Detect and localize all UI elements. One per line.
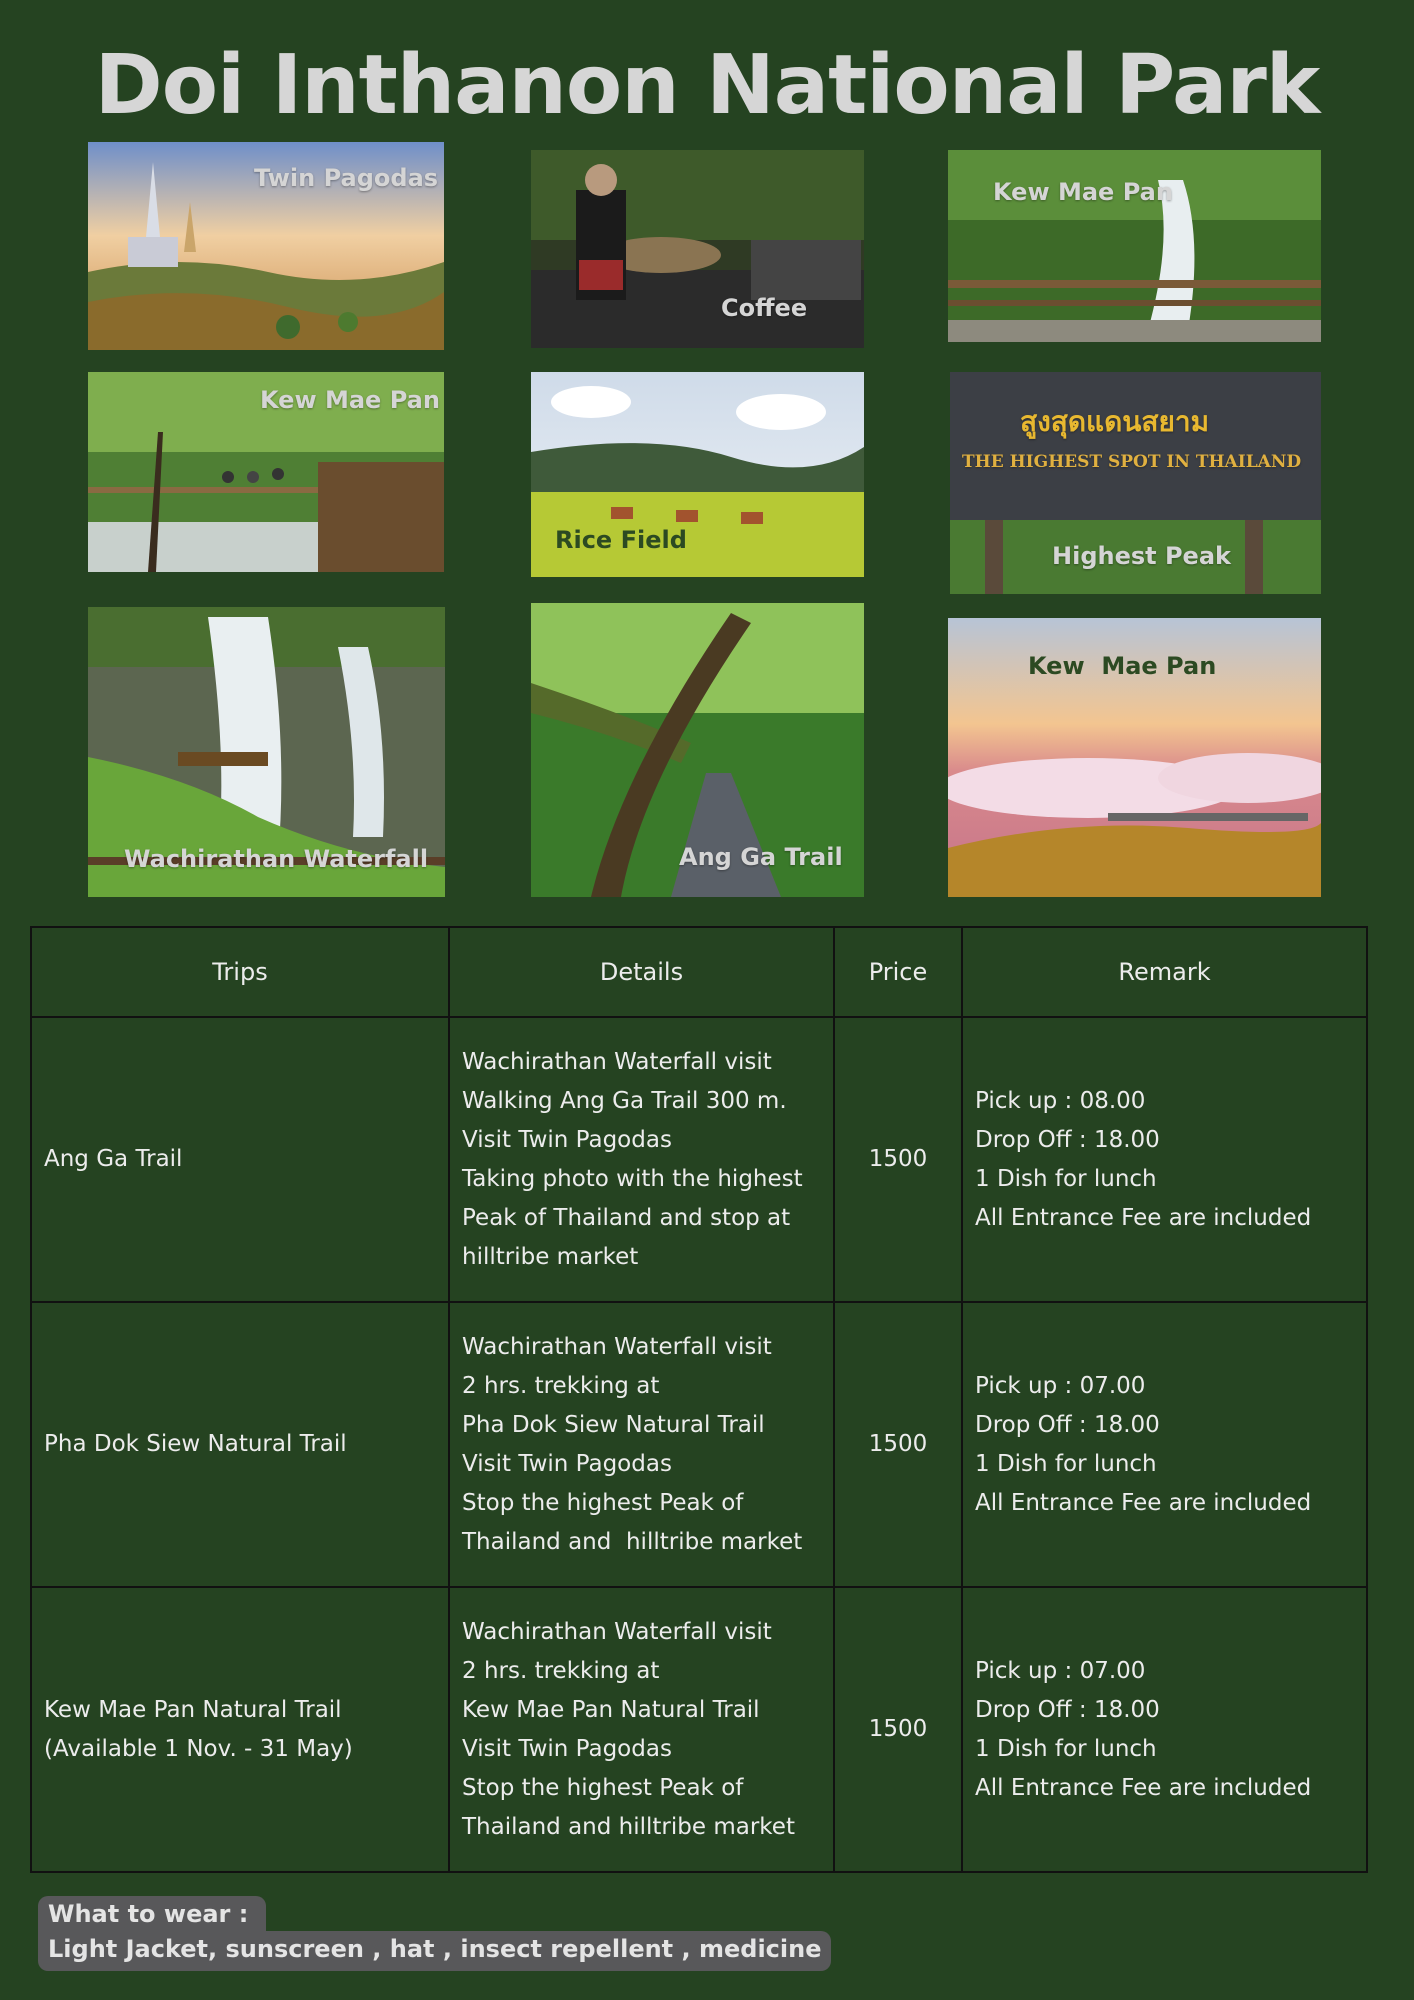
detail-line: Taking photo with the highest xyxy=(462,1165,803,1192)
what-to-wear-box xyxy=(38,1896,831,1971)
detail-line: Wachirathan Waterfall visit xyxy=(462,1048,772,1075)
caption-twin-pagodas: Twin Pagodas xyxy=(254,164,439,192)
remark-line: Pick up : 07.00 xyxy=(975,1657,1146,1684)
remark-line: All Entrance Fee are included xyxy=(975,1489,1312,1516)
detail-line: 2 hrs. trekking at xyxy=(462,1657,660,1684)
trip-remark-cell xyxy=(962,1302,1367,1587)
remark-line: Drop Off : 18.00 xyxy=(975,1411,1160,1438)
detail-line: Visit Twin Pagodas xyxy=(462,1450,672,1477)
caption-kew-mae-pan-2: Kew Mae Pan xyxy=(260,386,440,414)
trip-name-cell xyxy=(31,1017,449,1302)
header-trips: Trips xyxy=(31,927,449,1017)
trip-price: 1500 xyxy=(834,1017,962,1302)
detail-line: 2 hrs. trekking at xyxy=(462,1372,660,1399)
photo-twin-pagodas xyxy=(88,142,444,350)
header-remark: Remark xyxy=(962,927,1367,1017)
remark-line: All Entrance Fee are included xyxy=(975,1204,1312,1231)
trip-details-cell xyxy=(449,1017,834,1302)
trip-remark-cell xyxy=(962,1587,1367,1872)
trip-price: 1500 xyxy=(834,1587,962,1872)
page-title: Doi Inthanon National Park xyxy=(94,38,1320,133)
caption-kew-mae-pan-1: Kew Mae Pan xyxy=(993,178,1173,206)
caption-wachirathan-waterfall: Wachirathan Waterfall xyxy=(124,845,429,873)
trip-availability: (Available 1 Nov. - 31 May) xyxy=(44,1735,353,1762)
caption-kew-mae-pan-3: Kew Mae Pan xyxy=(1028,652,1217,680)
remark-line: Drop Off : 18.00 xyxy=(975,1696,1160,1723)
remark-line: 1 Dish for lunch xyxy=(975,1450,1157,1477)
trips-table xyxy=(30,926,1368,1873)
trip-name: Kew Mae Pan Natural Trail xyxy=(44,1696,342,1723)
remark-line: Pick up : 08.00 xyxy=(975,1087,1146,1114)
what-to-wear-heading: What to wear : xyxy=(38,1896,266,1931)
remark-line: Pick up : 07.00 xyxy=(975,1372,1146,1399)
detail-line: hilltribe market xyxy=(462,1243,639,1270)
trip-price: 1500 xyxy=(834,1302,962,1587)
photo-wachirathan-waterfall xyxy=(88,607,445,897)
remark-line: 1 Dish for lunch xyxy=(975,1165,1157,1192)
detail-line: Visit Twin Pagodas xyxy=(462,1126,672,1153)
trip-details-cell xyxy=(449,1302,834,1587)
detail-line: Thailand and hilltribe market xyxy=(462,1813,795,1840)
detail-line: Visit Twin Pagodas xyxy=(462,1735,672,1762)
detail-line: Pha Dok Siew Natural Trail xyxy=(462,1411,765,1438)
header-price: Price xyxy=(834,927,962,1017)
trip-name-cell xyxy=(31,1302,449,1587)
header-details: Details xyxy=(449,927,834,1017)
trip-name: Pha Dok Siew Natural Trail xyxy=(44,1431,347,1457)
trip-remark-cell xyxy=(962,1017,1367,1302)
table-row xyxy=(31,1302,1367,1587)
photo-ang-ga-trail xyxy=(531,603,864,897)
detail-line: Walking Ang Ga Trail 300 m. xyxy=(462,1087,787,1114)
caption-highest-peak: Highest Peak xyxy=(1052,542,1231,570)
photo-coffee xyxy=(531,150,864,348)
trip-name-cell xyxy=(31,1587,449,1872)
photo-kew-mae-pan-2 xyxy=(88,372,444,572)
detail-line: Stop the highest Peak of xyxy=(462,1774,744,1801)
photo-kew-mae-pan-1 xyxy=(948,150,1321,342)
remark-line: All Entrance Fee are included xyxy=(975,1774,1312,1801)
detail-line: Peak of Thailand and stop at xyxy=(462,1204,791,1231)
caption-rice-field: Rice Field xyxy=(555,526,687,554)
trip-details-cell xyxy=(449,1587,834,1872)
photo-kew-mae-pan-3 xyxy=(948,618,1321,897)
photo-rice-field xyxy=(531,372,864,577)
trip-name: Ang Ga Trail xyxy=(44,1146,183,1172)
detail-line: Kew Mae Pan Natural Trail xyxy=(462,1696,760,1723)
detail-line: Stop the highest Peak of xyxy=(462,1489,744,1516)
table-row xyxy=(31,1587,1367,1872)
remark-line: Drop Off : 18.00 xyxy=(975,1126,1160,1153)
table-row xyxy=(31,1017,1367,1302)
caption-ang-ga-trail: Ang Ga Trail xyxy=(679,843,843,871)
detail-line: Wachirathan Waterfall visit xyxy=(462,1333,772,1360)
detail-line: Thailand and hilltribe market xyxy=(462,1528,803,1555)
detail-line: Wachirathan Waterfall visit xyxy=(462,1618,772,1645)
sign-english-text: THE HIGHEST SPOT IN THAILAND xyxy=(962,452,1302,472)
table-header-row xyxy=(31,927,1367,1017)
photo-highest-peak xyxy=(950,372,1321,594)
caption-coffee: Coffee xyxy=(721,294,808,322)
sign-thai-text: สูงสุดแดนสยาม xyxy=(1020,405,1210,438)
what-to-wear-items: Light Jacket, sunscreen , hat , insect repellent , medicine xyxy=(38,1931,831,1971)
remark-line: 1 Dish for lunch xyxy=(975,1735,1157,1762)
